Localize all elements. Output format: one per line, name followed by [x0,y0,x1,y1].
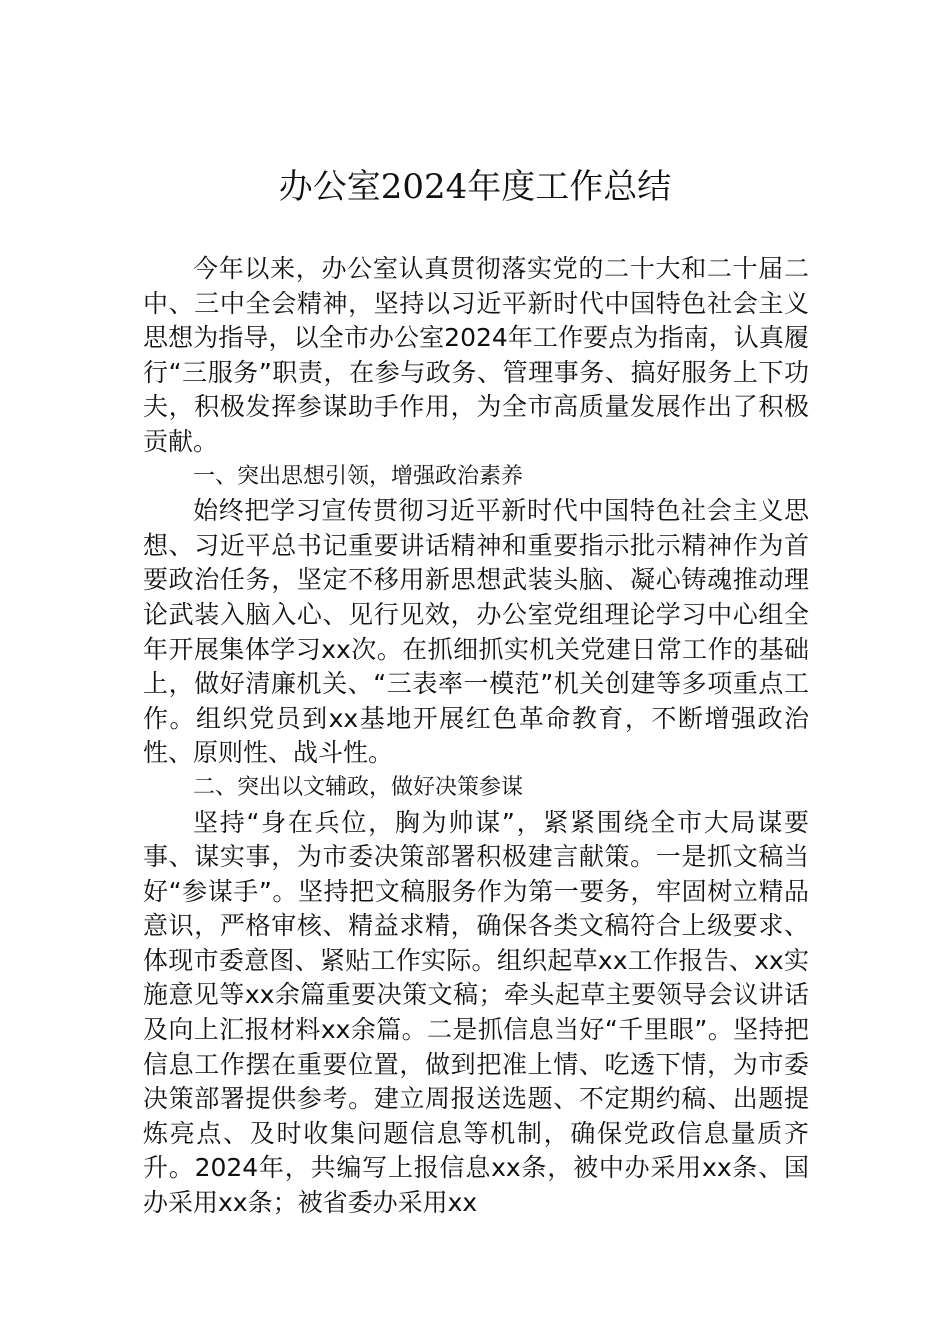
section-heading-2: 二、突出以文辅政，做好决策参谋 [193,774,524,800]
document-title: 办公室2024年度工作总结 [278,167,672,207]
document-body [143,252,809,1221]
section-paragraph-1: 始终把学习宣传贯彻习近平新时代中国特色社会主义思想、习近平总书记重要讲话精神和重要指示批示精神作为首要政治任务，坚定不移用新思想武装头脑、凝心铸魂推动理论武装入脑入心、见行见效，办公室党组理论学习中心组全年开展集体学习xx次。在抓细抓实机关党建日常工作的基础上，做好清廉机关、“三表率一模范”机关创建等多项重点工作。组织党员到xx基地开展红色革命教育，不断增强政治性、原则性、战斗性。 [143,496,809,768]
intro-paragraph: 今年以来，办公室认真贯彻落实党的二十大和二十届二中、三中全会精神，坚持以习近平新时代中国特色社会主义思想为指导，以全市办公室2024年工作要点为指南，认真履行“三服务”职责，在参与政务、管理事务、搞好服务上下功夫，积极发挥参谋助手作用，为全市高质量发展作出了积极贡献。 [143,254,809,456]
section-heading-1: 一、突出思想引领，增强政治素养 [193,463,524,489]
section-paragraph-2: 坚持“身在兵位，胸为帅谋”，紧紧围绕全市大局谋要事、谋实事，为市委决策部署积极建言献策。一是抓文稿当好“参谋手”。坚持把文稿服务作为第一要务，牢固树立精品意识，严格审核、精益求精，确保各类文稿符合上级要求、体现市委意图、紧贴工作实际。组织起草xx工作报告、xx实施意见等xx余篇重要决策文稿；牵头起草主要领导会议讲话及向上汇报材料xx余篇。二是抓信息当好“千里眼”。坚持把信息工作摆在重要位置，做到把准上情、吃透下情，为市委决策部署提供参考。建立周报送选题、不定期约稿、出题提炼亮点、及时收集问题信息等机制，确保党政信息量质齐升。2024年，共编写上报信息xx条，被中办采用xx条、国办采用xx条；被省委办采用xx [143,807,809,1218]
